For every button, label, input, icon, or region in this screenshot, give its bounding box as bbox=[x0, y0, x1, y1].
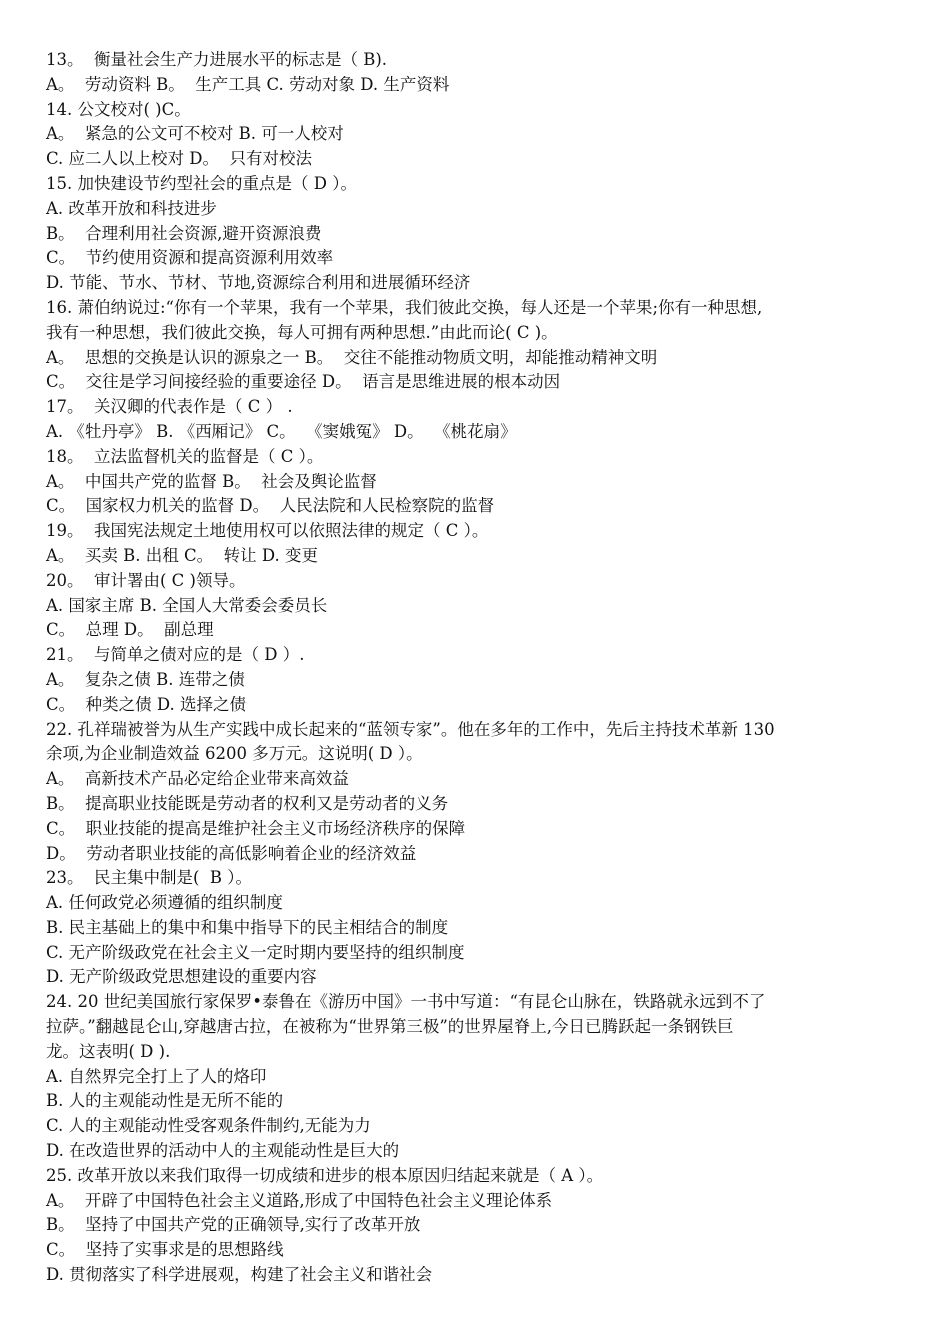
text-line: 22. 孔祥瑞被誉为从生产实践中成长起来的“蓝领专家”。他在多年的工作中，先后主持技术革新 130 bbox=[46, 719, 775, 739]
text-line: 20。 审计署由( C )领导。 bbox=[46, 570, 246, 590]
text-line: A。 复杂之债 B. 连带之债 bbox=[46, 669, 245, 689]
document-page bbox=[46, 48, 916, 1288]
text-line: 25. 改革开放以来我们取得一切成绩和进步的根本原因归结起来就是（ A ）。 bbox=[46, 1165, 604, 1185]
text-line: C。 交往是学习间接经验的重要途径 D。 语言是思维进展的根本动因 bbox=[46, 372, 561, 392]
text-line: C。 种类之债 D. 选择之债 bbox=[46, 694, 246, 714]
text-line: C。 节约使用资源和提高资源利用效率 bbox=[46, 248, 334, 268]
text-line: B。 合理利用社会资源,避开资源浪费 bbox=[46, 223, 322, 243]
text-line: C. 无产阶级政党在社会主义一定时期内要坚持的组织制度 bbox=[46, 942, 465, 962]
text-line: 14. 公文校对( )C。 bbox=[46, 99, 191, 119]
text-line: C。 国家权力机关的监督 D。 人民法院和人民检察院的监督 bbox=[46, 496, 495, 516]
text-line: 23。 民主集中制是( B ）。 bbox=[46, 868, 253, 888]
text-line: A。 开辟了中国特色社会主义道路,形成了中国特色社会主义理论体系 bbox=[46, 1190, 553, 1210]
text-line: A. 《牡丹亭》 B. 《西厢记》 C。 《窦娥冤》 D。 《桃花扇》 bbox=[46, 421, 517, 441]
text-line: A。 紧急的公文可不校对 B. 可一人校对 bbox=[46, 124, 344, 144]
text-line: 17。 关汉卿的代表作是（ C ） . bbox=[46, 397, 293, 417]
text-line: A. 任何政党必须遵循的组织制度 bbox=[46, 893, 283, 913]
text-line: D。 劳动者职业技能的高低影响着企业的经济效益 bbox=[46, 843, 417, 863]
text-line: B。 提高职业技能既是劳动者的权利又是劳动者的义务 bbox=[46, 793, 449, 813]
text-line: 19。 我国宪法规定土地使用权可以依照法律的规定（ C ）。 bbox=[46, 521, 489, 541]
text-line: A。 思想的交换是认识的源泉之一 B。 交往不能推动物质文明，却能推动精神文明 bbox=[46, 347, 658, 367]
text-line: 24. 20 世纪美国旅行家保罗•泰鲁在《游历中国》一书中写道：“有昆仑山脉在，铁路就永远到不了 bbox=[46, 992, 766, 1012]
text-line: 15. 加快建设节约型社会的重点是（ D ）。 bbox=[46, 173, 357, 193]
text-line: B. 民主基础上的集中和集中指导下的民主相结合的制度 bbox=[46, 917, 449, 937]
text-line: D. 无产阶级政党思想建设的重要内容 bbox=[46, 967, 317, 987]
text-line: B。 坚持了中国共产党的正确领导,实行了改革开放 bbox=[46, 1215, 421, 1235]
text-line: B. 人的主观能动性是无所不能的 bbox=[46, 1091, 284, 1111]
text-line: 拉萨。”翻越昆仑山,穿越唐古拉，在被称为“世界第三极”的世界屋脊上,今日已腾跃起一条钢铁巨 bbox=[46, 1017, 734, 1037]
text-line: D. 贯彻落实了科学进展观，构建了社会主义和谐社会 bbox=[46, 1265, 433, 1285]
text-line: A。 高新技术产品必定给企业带来高效益 bbox=[46, 769, 349, 789]
text-line: 16. 萧伯纳说过:“你有一个苹果，我有一个苹果，我们彼此交换，每人还是一个苹果;你有一种思想, bbox=[46, 297, 763, 317]
text-line: C. 应二人以上校对 D。 只有对校法 bbox=[46, 149, 312, 169]
text-line: D. 节能、节水、节材、节地,资源综合利用和进展循环经济 bbox=[46, 273, 471, 293]
text-line: A。 买卖 B. 出租 C。 转让 D. 变更 bbox=[46, 545, 319, 565]
text-line: 18。 立法监督机关的监督是（ C ）。 bbox=[46, 446, 324, 466]
text-line: C。 坚持了实事求是的思想路线 bbox=[46, 1240, 284, 1260]
text-line: C。 职业技能的提高是维护社会主义市场经济秩序的保障 bbox=[46, 818, 466, 838]
text-line: A。 劳动资料 B。 生产工具 C. 劳动对象 D. 生产资料 bbox=[46, 74, 450, 94]
text-line: A. 国家主席 B. 全国人大常委会委员长 bbox=[46, 595, 328, 615]
text-line: C。 总理 D。 副总理 bbox=[46, 620, 214, 640]
text-line: A。 中国共产党的监督 B。 社会及舆论监督 bbox=[46, 471, 377, 491]
text-line: 我有一种思想，我们彼此交换，每人可拥有两种思想.”由此而论( C )。 bbox=[46, 322, 558, 342]
text-line: A. 改革开放和科技进步 bbox=[46, 198, 217, 218]
text-line: D. 在改造世界的活动中人的主观能动性是巨大的 bbox=[46, 1141, 400, 1161]
text-line: 余项,为企业制造效益 6200 多万元。这说明( D ）。 bbox=[46, 744, 423, 764]
text-line: C. 人的主观能动性受客观条件制约,无能为力 bbox=[46, 1116, 371, 1136]
text-line: 21。 与简单之债对应的是（ D ）. bbox=[46, 645, 305, 665]
text-line: A. 自然界完全打上了人的烙印 bbox=[46, 1066, 267, 1086]
text-line: 龙。这表明( D ). bbox=[46, 1041, 171, 1061]
text-line: 13。 衡量社会生产力进展水平的标志是（ B). bbox=[46, 50, 388, 69]
